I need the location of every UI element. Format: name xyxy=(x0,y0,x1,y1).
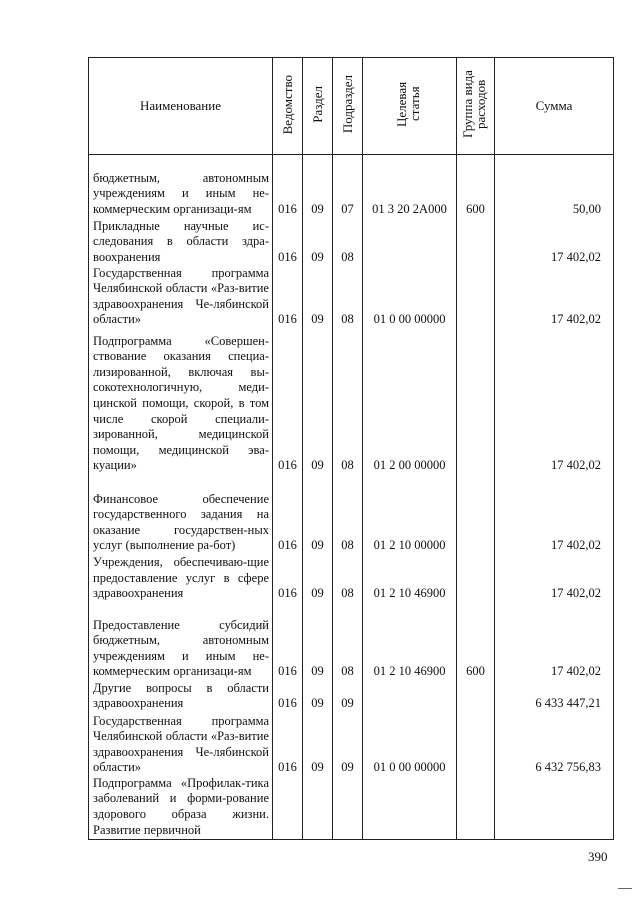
row-gruppa xyxy=(457,712,495,776)
row-celevaya: 01 0 00 00000 xyxy=(363,266,457,328)
row-razdel: 09 xyxy=(303,218,333,266)
table-row xyxy=(89,712,614,776)
row-podrazdel: 08 xyxy=(333,474,363,554)
row-celevaya: 01 0 00 00000 xyxy=(363,712,457,776)
row-summa: 17 402,02 xyxy=(495,602,614,680)
row-gruppa: 600 xyxy=(457,602,495,680)
header-vedomstvo: Ведомство xyxy=(273,58,303,155)
table-row xyxy=(89,554,614,602)
row-razdel: 09 xyxy=(303,554,333,602)
row-celevaya: 01 2 10 46900 xyxy=(363,602,457,680)
row-podrazdel: 08 xyxy=(333,218,363,266)
header-razdel: Раздел xyxy=(303,58,333,155)
row-vedomstvo xyxy=(273,776,303,840)
page-number: 390 xyxy=(588,849,608,864)
row-summa: 17 402,02 xyxy=(495,474,614,554)
row-podrazdel: 08 xyxy=(333,328,363,474)
row-gruppa xyxy=(457,266,495,328)
row-gruppa xyxy=(457,554,495,602)
row-podrazdel: 08 xyxy=(333,554,363,602)
row-summa: 17 402,02 xyxy=(495,554,614,602)
row-razdel: 09 xyxy=(303,328,333,474)
row-gruppa xyxy=(457,776,495,840)
row-celevaya: 01 2 10 00000 xyxy=(363,474,457,554)
row-summa: 50,00 xyxy=(495,155,614,218)
table-row xyxy=(89,328,614,474)
row-name: бюджетным, автономным учреждениям и иным не-коммерческим организаци-ям xyxy=(89,155,273,218)
header-podrazdel: Подраздел xyxy=(333,58,363,155)
row-podrazdel: 08 xyxy=(333,602,363,680)
row-vedomstvo: 016 xyxy=(273,155,303,218)
table-row xyxy=(89,155,614,218)
row-podrazdel: 07 xyxy=(333,155,363,218)
row-gruppa xyxy=(457,218,495,266)
row-vedomstvo: 016 xyxy=(273,266,303,328)
row-name: Другие вопросы в области здравоохранения xyxy=(89,680,273,712)
row-celevaya: 01 2 00 00000 xyxy=(363,328,457,474)
row-razdel xyxy=(303,776,333,840)
scan-edge-mark xyxy=(618,888,632,889)
row-podrazdel: 09 xyxy=(333,712,363,776)
row-podrazdel: 09 xyxy=(333,680,363,712)
row-vedomstvo: 016 xyxy=(273,554,303,602)
header-summa: Сумма xyxy=(495,58,614,155)
row-vedomstvo: 016 xyxy=(273,680,303,712)
row-podrazdel: 08 xyxy=(333,266,363,328)
row-summa xyxy=(495,776,614,840)
row-summa: 17 402,02 xyxy=(495,328,614,474)
row-celevaya xyxy=(363,776,457,840)
row-razdel: 09 xyxy=(303,266,333,328)
row-razdel: 09 xyxy=(303,155,333,218)
row-name: Подпрограмма «Совершен-ствование оказания специа-лизированной, включая вы-сокотехнологичную, меди-цинской помощи, скорой, в том числе скорой специали-зированной, медицинской помощи, медицинской эва-куации» xyxy=(89,328,273,474)
row-summa: 6 433 447,21 xyxy=(495,680,614,712)
table-row xyxy=(89,266,614,328)
header-gruppa-vida-rashodov: Группа вида расходов xyxy=(457,58,495,155)
table-row xyxy=(89,218,614,266)
row-gruppa xyxy=(457,474,495,554)
row-vedomstvo: 016 xyxy=(273,328,303,474)
header-name: Наименование xyxy=(89,58,273,155)
table-row xyxy=(89,680,614,712)
row-vedomstvo: 016 xyxy=(273,602,303,680)
row-razdel: 09 xyxy=(303,680,333,712)
row-name: Прикладные научные ис-следования в области здра-воохранения xyxy=(89,218,273,266)
row-celevaya: 01 2 10 46900 xyxy=(363,554,457,602)
row-razdel: 09 xyxy=(303,474,333,554)
row-vedomstvo: 016 xyxy=(273,712,303,776)
row-name: Предоставление субсидий бюджетным, автономным учреждениям и иным не-коммерческим организаци-ям xyxy=(89,602,273,680)
budget-table xyxy=(88,57,614,840)
table-header-row xyxy=(89,58,614,155)
header-celevaya-statya: Целевая статья xyxy=(363,58,457,155)
table-row xyxy=(89,776,614,840)
row-name: Государственная программа Челябинской области «Раз-витие здравоохранения Че-лябинской области» xyxy=(89,712,273,776)
row-summa: 17 402,02 xyxy=(495,266,614,328)
row-podrazdel xyxy=(333,776,363,840)
row-gruppa xyxy=(457,328,495,474)
row-summa: 17 402,02 xyxy=(495,218,614,266)
row-summa: 6 432 756,83 xyxy=(495,712,614,776)
table-row xyxy=(89,474,614,554)
row-razdel: 09 xyxy=(303,602,333,680)
row-razdel: 09 xyxy=(303,712,333,776)
row-celevaya xyxy=(363,680,457,712)
row-name: Учреждения, обеспечиваю-щие предоставление услуг в сфере здравоохранения xyxy=(89,554,273,602)
table-row xyxy=(89,602,614,680)
row-celevaya: 01 3 20 2А000 xyxy=(363,155,457,218)
row-gruppa: 600 xyxy=(457,155,495,218)
row-vedomstvo: 016 xyxy=(273,474,303,554)
row-celevaya xyxy=(363,218,457,266)
row-name: Подпрограмма «Профилак-тика заболеваний и форми-рование здорового образа жизни. Развитие первичной xyxy=(89,776,273,840)
row-gruppa xyxy=(457,680,495,712)
row-vedomstvo: 016 xyxy=(273,218,303,266)
row-name: Финансовое обеспечение государственного задания на оказание государствен-ных услуг (выполнение ра-бот) xyxy=(89,474,273,554)
row-name: Государственная программа Челябинской области «Раз-витие здравоохранения Че-лябинской области» xyxy=(89,266,273,328)
